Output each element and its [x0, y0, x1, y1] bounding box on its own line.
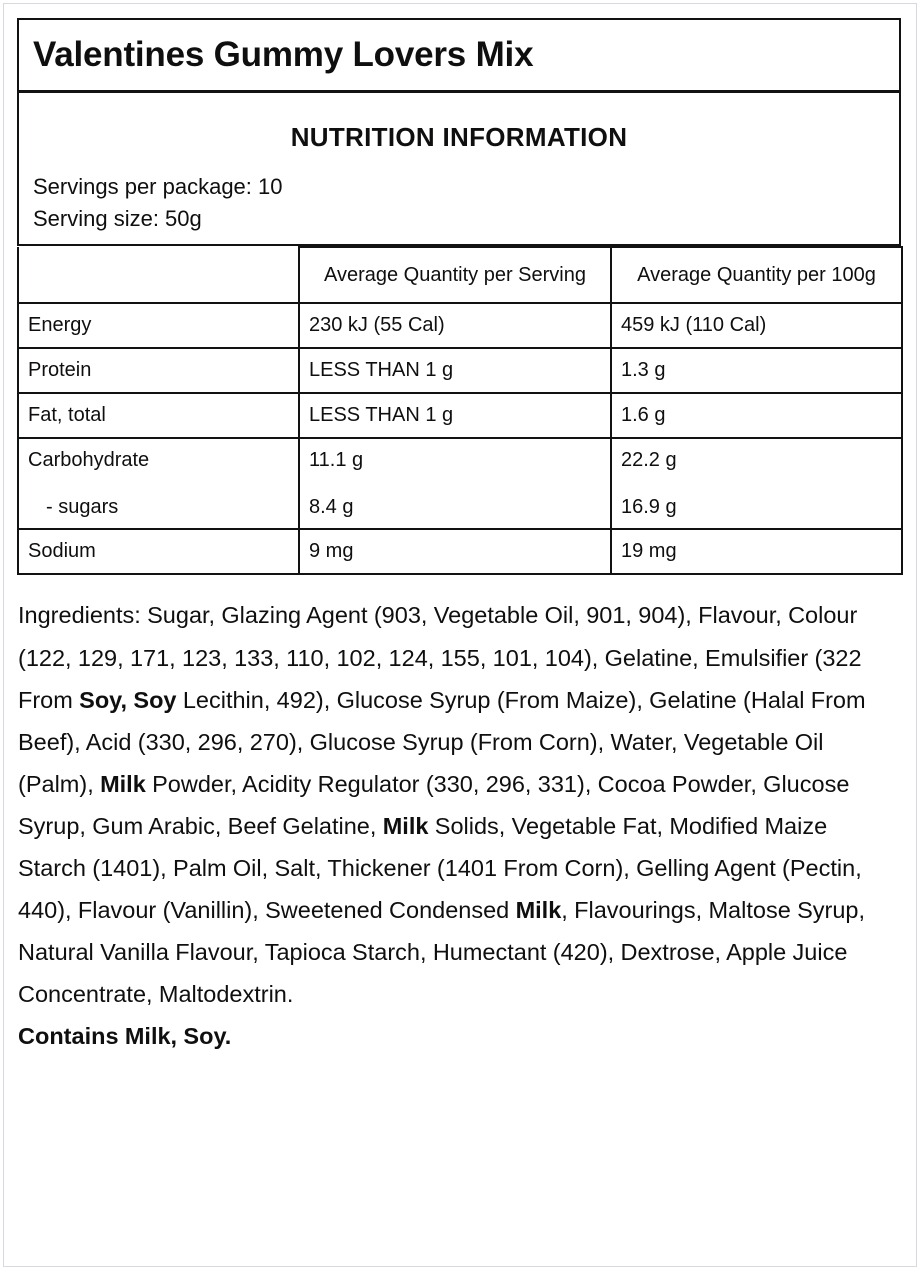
table-header-row [18, 247, 902, 304]
sugars-label: - sugars [46, 496, 119, 519]
carbohydrate-per-100g-value: 22.2 g [621, 449, 677, 472]
label-page [3, 3, 917, 1267]
energy-per-100g: 459 kJ (110 Cal) [611, 303, 902, 348]
table-row [18, 303, 902, 348]
nutrition-header-box [19, 93, 899, 246]
allergen-highlight: Milk [100, 770, 146, 797]
column-header-per-serving: Average Quantity per Serving [299, 247, 611, 304]
protein-per-100g: 1.3 g [611, 348, 902, 393]
nutrient-name-fat-total: Fat, total [18, 393, 299, 438]
allergen-highlight: Milk [515, 896, 562, 923]
product-title-box [19, 20, 899, 93]
allergen-contains-statement: Contains Milk, Soy. [18, 1023, 232, 1050]
table-row [18, 393, 902, 438]
nutrient-name-sodium: Sodium [18, 529, 299, 574]
page-title: Valentines Gummy Lovers Mix [33, 35, 534, 74]
serving-size: Serving size: 50g [33, 206, 202, 232]
carbohydrate-per-serving [299, 438, 611, 529]
carbohydrate-per-100g [611, 438, 902, 529]
nutrition-table [17, 246, 903, 576]
nutrient-name-carbohydrate [18, 438, 299, 529]
allergen-highlight: Milk [382, 812, 429, 839]
label-content [17, 18, 901, 1057]
table-row [18, 529, 902, 574]
sugars-per-100g-value: 16.9 g [621, 496, 677, 519]
protein-per-serving: LESS THAN 1 g [299, 348, 611, 393]
servings-per-package: Servings per package: 10 [33, 173, 283, 199]
carbohydrate-label: Carbohydrate [28, 449, 150, 472]
nutrient-name-energy: Energy [18, 303, 299, 348]
table-row [18, 348, 902, 393]
nutrient-name-protein: Protein [18, 348, 299, 393]
ingredients-statement [17, 594, 901, 1057]
sugars-per-serving-value: 8.4 g [309, 496, 354, 519]
allergen-highlight: Soy [133, 686, 177, 713]
fat-total-per-100g: 1.6 g [611, 393, 902, 438]
column-header-nutrient [18, 247, 299, 304]
nutrition-information-heading: NUTRITION INFORMATION [290, 121, 628, 152]
sodium-per-serving: 9 mg [299, 529, 611, 574]
sodium-per-100g: 19 mg [611, 529, 902, 574]
allergen-highlight: Soy, [79, 686, 128, 713]
ingredients-text: Ingredients: Sugar, Glazing Agent (903, Vegetable Oil, 901, 904), Flavour, Colour (122, 129, 171, 123, 133, 110, 102, 124, 155, 101, 104), Gelatine, Emulsifier (322 From Soy, Soy Lecithin, 492), Glucose Syrup (From Maize), Gelatine (Halal From Beef), Acid (330, 296, 270), Glucose Syrup (From Corn), Water, Vegetable Oil (Palm), Milk Powder, Acidity Regulator (330, 296, 331), Cocoa Powder, Glucose Syrup, Gum Arabic, Beef Gelatine, Milk Solids, Vegetable Fat, Modified Maize Starch (1401), Palm Oil, Salt, Thickener (1401 From Corn), Gelling Agent (Pectin, 440), Flavour (Vanillin), Sweetened Condensed Milk, Flavourings, Maltose Syrup, Natural Vanilla Flavour, Tapioca Starch, Humectant (420), Dextrose, Apple Juice Concentrate, Maltodextrin. [18, 602, 866, 1007]
carbohydrate-per-serving-value: 11.1 g [309, 449, 364, 472]
fat-total-per-serving: LESS THAN 1 g [299, 393, 611, 438]
column-header-per-100g: Average Quantity per 100g [611, 247, 902, 304]
nutrition-information-panel [17, 18, 901, 246]
servings-info [29, 171, 889, 244]
table-row [18, 438, 902, 529]
energy-per-serving: 230 kJ (55 Cal) [299, 303, 611, 348]
